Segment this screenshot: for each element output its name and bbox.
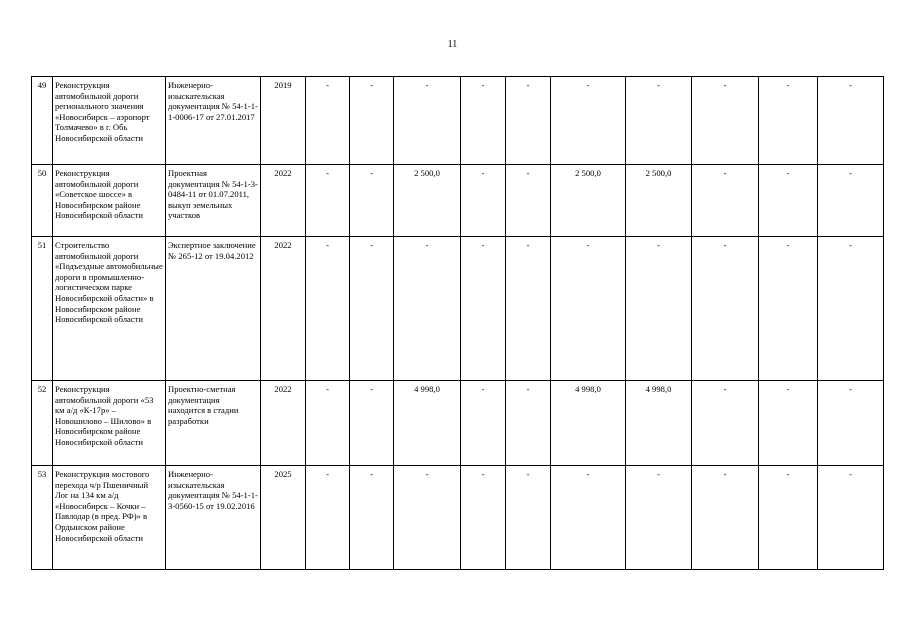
value-cell: - bbox=[350, 77, 394, 165]
value-cell: - bbox=[551, 77, 626, 165]
row-number-cell: 50 bbox=[32, 165, 53, 237]
value-cell: - bbox=[759, 381, 818, 466]
table-row bbox=[32, 381, 884, 466]
value-cell: - bbox=[506, 237, 551, 381]
document-cell: Проектная документация № 54-1-3-0484-11 от 01.07.2011, выкуп земельных участков bbox=[166, 165, 261, 237]
value-cell: - bbox=[506, 165, 551, 237]
value-cell: - bbox=[306, 237, 350, 381]
value-cell: - bbox=[350, 381, 394, 466]
value-cell: - bbox=[759, 165, 818, 237]
value-cell: 2 500,0 bbox=[626, 165, 692, 237]
document-cell: Проектно-сметная документация находится в стадии разработки bbox=[166, 381, 261, 466]
value-cell: - bbox=[350, 466, 394, 570]
document-cell: Инженерно-изыскательская документация № 54-1-1-3-0560-15 от 19.02.2016 bbox=[166, 466, 261, 570]
year-cell: 2025 bbox=[261, 466, 306, 570]
table-row bbox=[32, 77, 884, 165]
value-cell: 2 500,0 bbox=[551, 165, 626, 237]
value-cell: - bbox=[818, 466, 884, 570]
value-cell: 4 998,0 bbox=[551, 381, 626, 466]
document-cell: Экспертное заключение № 265-12 от 19.04.2012 bbox=[166, 237, 261, 381]
table-row bbox=[32, 237, 884, 381]
object-name-cell: Реконструкция мостового перехода ч/р Пшеничный Лог на 134 км а/д «Новосибирск – Кочки – Павлодар (в пред. РФ)» в Ордынском районе Новосибирской области bbox=[53, 466, 166, 570]
value-cell: - bbox=[692, 165, 759, 237]
value-cell: - bbox=[461, 466, 506, 570]
row-number-cell: 52 bbox=[32, 381, 53, 466]
value-cell: - bbox=[626, 77, 692, 165]
value-cell: - bbox=[818, 77, 884, 165]
value-cell: 4 998,0 bbox=[394, 381, 461, 466]
row-number-cell: 53 bbox=[32, 466, 53, 570]
value-cell: - bbox=[461, 165, 506, 237]
table-row bbox=[32, 466, 884, 570]
document-cell: Инженерно-изыскательская документация № 54-1-1-1-0006-17 от 27.01.2017 bbox=[166, 77, 261, 165]
year-cell: 2019 bbox=[261, 77, 306, 165]
value-cell: - bbox=[506, 381, 551, 466]
value-cell: - bbox=[692, 381, 759, 466]
value-cell: - bbox=[692, 237, 759, 381]
value-cell: - bbox=[506, 77, 551, 165]
table-row bbox=[32, 165, 884, 237]
value-cell: - bbox=[551, 466, 626, 570]
value-cell: - bbox=[306, 381, 350, 466]
value-cell: - bbox=[350, 165, 394, 237]
value-cell: - bbox=[350, 237, 394, 381]
value-cell: - bbox=[551, 237, 626, 381]
row-number-cell: 49 bbox=[32, 77, 53, 165]
value-cell: - bbox=[818, 165, 884, 237]
row-number-cell: 51 bbox=[32, 237, 53, 381]
value-cell: - bbox=[759, 77, 818, 165]
objects-table bbox=[31, 76, 884, 570]
value-cell: - bbox=[626, 466, 692, 570]
year-cell: 2022 bbox=[261, 381, 306, 466]
value-cell: - bbox=[394, 77, 461, 165]
value-cell: 4 998,0 bbox=[626, 381, 692, 466]
value-cell: - bbox=[692, 466, 759, 570]
value-cell: - bbox=[506, 466, 551, 570]
value-cell: - bbox=[692, 77, 759, 165]
object-name-cell: Реконструкция автомобильной дороги регионального значения «Новосибирск – аэропорт Толмачево» в г. Обь Новосибирской области bbox=[53, 77, 166, 165]
value-cell: - bbox=[461, 381, 506, 466]
value-cell: - bbox=[306, 165, 350, 237]
object-name-cell: Реконструкция автомобильной дороги «Советское шоссе» в Новосибирском районе Новосибирской области bbox=[53, 165, 166, 237]
value-cell: - bbox=[818, 381, 884, 466]
object-name-cell: Реконструкция автомобильной дороги «53 км а/д «К-17р» – Новошилово – Шилово» в Новосибирском районе Новосибирской области bbox=[53, 381, 166, 466]
value-cell: - bbox=[306, 77, 350, 165]
value-cell: - bbox=[461, 77, 506, 165]
object-name-cell: Строительство автомобильной дороги «Подъездные автомобильные дороги в промышленно-логистическом парке Новосибирской области» в Новосибирском районе Новосибирской области bbox=[53, 237, 166, 381]
value-cell: - bbox=[759, 237, 818, 381]
value-cell: - bbox=[818, 237, 884, 381]
value-cell: - bbox=[461, 237, 506, 381]
value-cell: - bbox=[306, 466, 350, 570]
year-cell: 2022 bbox=[261, 165, 306, 237]
page-number: 11 bbox=[447, 39, 458, 50]
year-cell: 2022 bbox=[261, 237, 306, 381]
value-cell: - bbox=[626, 237, 692, 381]
value-cell: - bbox=[759, 466, 818, 570]
value-cell: - bbox=[394, 466, 461, 570]
value-cell: - bbox=[394, 237, 461, 381]
value-cell: 2 500,0 bbox=[394, 165, 461, 237]
